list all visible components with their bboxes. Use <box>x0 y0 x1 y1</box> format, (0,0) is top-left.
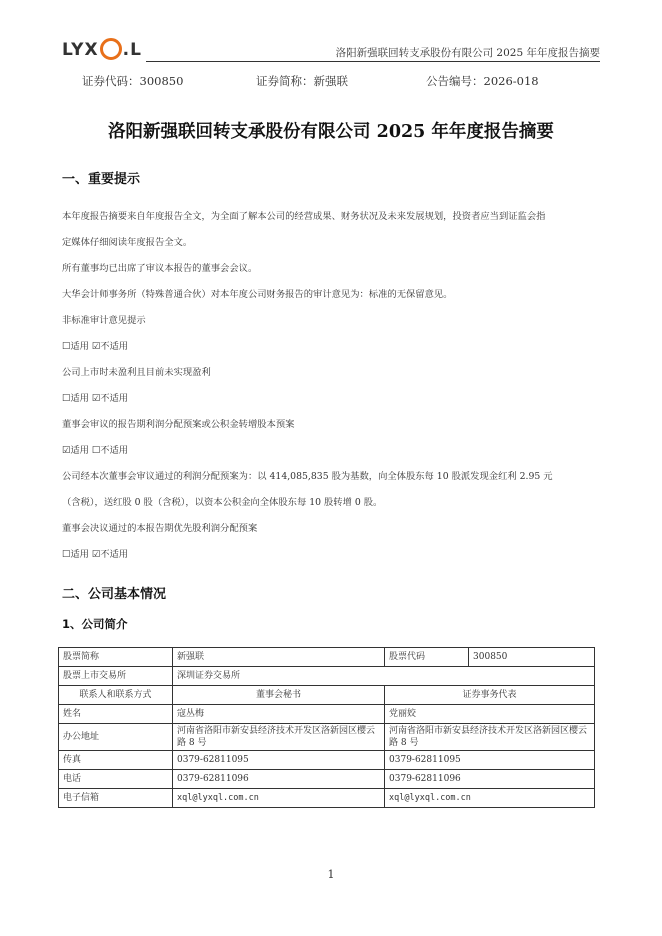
cell-value: 0379-62811095 <box>385 751 595 770</box>
logo-ring-icon <box>100 38 122 60</box>
cell-value: 0379-62811096 <box>173 770 385 789</box>
company-logo <box>62 36 142 64</box>
cell-label: 股票代码 <box>385 648 469 667</box>
cell-label: 姓名 <box>59 705 173 724</box>
table-row <box>59 667 595 686</box>
company-info-table <box>58 647 595 808</box>
header-rule <box>146 61 600 62</box>
table-row <box>59 705 595 724</box>
para2: 所有董事均已出席了审议本报告的董事会会议。 <box>62 263 258 274</box>
para1-line1: 本年度报告摘要来自年度报告全文，为全面了解本公司的经营成果、财务状况及未来发展规划，投资者应当到证监会指 <box>62 211 546 222</box>
table-row <box>59 789 595 808</box>
column-header: 董事会秘书 <box>173 686 385 705</box>
column-header: 证券事务代表 <box>385 686 595 705</box>
item3-detail-line1: 公司经本次董事会审议通过的利润分配预案为：以 414,085,835 股为基数，向全体股东每 10 股派发现金红利 2.95 元 <box>62 471 553 482</box>
cell-value: 河南省洛阳市新安县经济技术开发区洛新园区樱云路 8 号 <box>385 724 595 751</box>
para1-line2: 定媒体仔细阅读年度报告全文。 <box>62 237 193 248</box>
cell-label: 股票简称 <box>59 648 173 667</box>
subsection-company-profile: 1、公司简介 <box>62 617 128 631</box>
cell-value: 党丽姣 <box>385 705 595 724</box>
table-row <box>59 770 595 789</box>
para3: 大华会计师事务所（特殊普通合伙）对本年度公司财务报告的审计意见为：标准的无保留意见。 <box>62 289 453 300</box>
logo-text-left: LYX <box>62 40 99 60</box>
stock-short-name: 证券简称：新强联 <box>256 74 348 88</box>
cell-value: 300850 <box>469 648 595 667</box>
table-row <box>59 751 595 770</box>
cell-value: 寇丛梅 <box>173 705 385 724</box>
cell-value: 0379-62811096 <box>385 770 595 789</box>
email-link[interactable]: xql@lyxql.com.cn <box>385 789 595 808</box>
item1-label: 非标准审计意见提示 <box>62 315 146 326</box>
cell-label: 办公地址 <box>59 724 173 751</box>
document-title: 洛阳新强联回转支承股份有限公司 2025 年年度报告摘要 <box>108 122 554 142</box>
cell-value: 0379-62811095 <box>173 751 385 770</box>
notice-number: 公告编号：2026-018 <box>426 74 539 88</box>
item3-detail-line2: （含税），送红股 0 股（含税），以资本公积金向全体股东每 10 股转增 0 股。 <box>62 497 383 508</box>
table-row <box>59 648 595 667</box>
cell-label: 电子信箱 <box>59 789 173 808</box>
logo-text-right: .L <box>122 40 142 60</box>
email-link[interactable]: xql@lyxql.com.cn <box>173 789 385 808</box>
item2-choice: ☐适用 ☑不适用 <box>62 393 129 404</box>
page-number: 1 <box>327 868 335 881</box>
cell-label: 传真 <box>59 751 173 770</box>
item4-label: 董事会决议通过的本报告期优先股利润分配预案 <box>62 523 258 534</box>
cell-value: 河南省洛阳市新安县经济技术开发区洛新园区樱云路 8 号 <box>173 724 385 751</box>
cell-value: 深圳证券交易所 <box>173 667 595 686</box>
item4-choice: ☐适用 ☑不适用 <box>62 549 129 560</box>
cell-value: 新强联 <box>173 648 385 667</box>
running-header: 洛阳新强联回转支承股份有限公司 2025 年年度报告摘要 <box>335 47 600 59</box>
item3-choice: ☑适用 ☐不适用 <box>62 445 129 456</box>
item3-label: 董事会审议的报告期利润分配预案或公积金转增股本预案 <box>62 419 295 430</box>
cell-label: 电话 <box>59 770 173 789</box>
stock-code: 证券代码：300850 <box>82 74 184 88</box>
section1-heading: 一、重要提示 <box>62 172 141 187</box>
item1-choice: ☐适用 ☑不适用 <box>62 341 129 352</box>
table-row <box>59 686 595 705</box>
section2-heading: 二、公司基本情况 <box>62 587 167 602</box>
item2-label: 公司上市时未盈利且目前未实现盈利 <box>62 367 211 378</box>
cell-label: 股票上市交易所 <box>59 667 173 686</box>
table-row <box>59 724 595 751</box>
column-header: 联系人和联系方式 <box>59 686 173 705</box>
